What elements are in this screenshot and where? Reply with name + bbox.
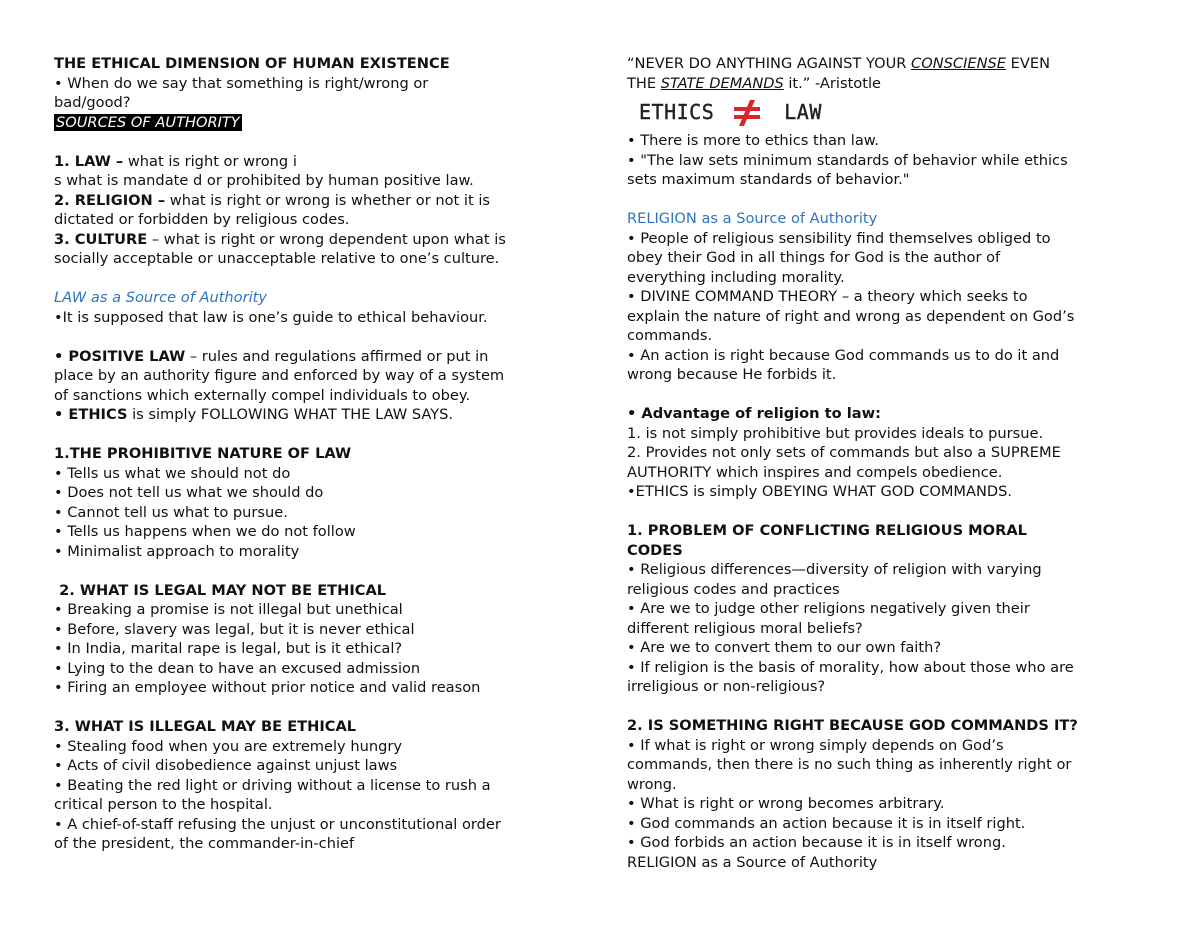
list-item: • Breaking a promise is not illegal but unethical [54,601,403,618]
quote-text: EVEN [1006,55,1051,72]
list-item: of the president, the commander-in-chief [54,835,355,852]
list-item: •ETHICS is simply OBEYING WHAT GOD COMMANDS. [627,483,1013,500]
advantage-heading: • Advantage of religion to law: [627,405,881,422]
illegal-ethical-heading: 3. WHAT IS ILLEGAL MAY BE ETHICAL [54,718,357,735]
list-item: • Tells us what we should not do [54,464,291,482]
aristotle-quote-line-1 [627,54,1157,74]
list-item: obey their God in all things for God is the author of [627,249,1001,266]
list-item: religious codes and practices [627,580,840,598]
law-definition-line-1 [54,152,584,172]
ethics-law-line [54,405,584,425]
list-item: • What is right or wrong becomes arbitrary. [627,795,945,812]
god-commands-heading: 2. IS SOMETHING RIGHT BECAUSE GOD COMMANDS IT? [627,717,1078,734]
list-item: • Religious differences—diversity of religion with varying [627,561,1042,578]
list-item: AUTHORITY which inspires and compels obedience. [627,463,1003,481]
document-title: THE ETHICAL DIMENSION OF HUMAN EXISTENCE [54,55,450,72]
culture-label: 3. CULTURE [54,230,148,248]
list-item: • Lying to the dean to have an excused admission [54,659,421,677]
culture-text: – what is right or wrong dependent upon what is [147,230,506,248]
list-item: • If what is right or wrong simply depends on God’s [627,736,1004,754]
sources-highlight-heading: SOURCES OF AUTHORITY [56,113,240,131]
question-line-2: bad/good? [54,94,131,111]
list-item: • God commands an action because it is in itself right. [627,814,1026,832]
list-item: • Cannot tell us what to pursue. [54,503,288,521]
list-item: irreligious or non-religious? [627,678,826,695]
right-column [627,54,1157,872]
quote-emphasis-state: STATE DEMANDS [660,74,784,92]
list-item: • Tells us happens when we do not follow [54,523,356,540]
list-item: • Acts of civil disobedience against unjust laws [54,757,398,774]
list-item: • Minimalist approach to morality [54,542,300,560]
religion-text: what is right or wrong is whether or not it is [165,191,490,209]
prohibitive-heading: 1.THE PROHIBITIVE NATURE OF LAW [54,445,352,462]
ethics-not-equal-law-graphic [639,95,1157,131]
culture-definition-line-2: socially acceptable or unacceptable relative to one’s culture. [54,250,500,267]
list-item: explain the nature of right and wrong as dependent on God’s [627,307,1075,325]
religion-label: 2. RELIGION – [54,191,166,209]
list-item: • Before, slavery was legal, but it is never ethical [54,620,415,638]
list-item: • Firing an employee without prior notice and valid reason [54,679,481,696]
list-item: • Are we to convert them to our own faith? [627,639,942,656]
list-item: • Beating the red light or driving without a license to rush a [54,776,491,794]
list-item: different religious moral beliefs? [627,619,863,637]
quote-text: THE [627,74,661,92]
law-word: LAW [784,100,822,125]
list-item: wrong. [627,775,677,793]
list-item: wrong because He forbids it. [627,366,837,383]
list-item: commands. [627,327,713,344]
list-item: • There is more to ethics than law. [627,132,880,149]
list-item: • Does not tell us what we should do [54,484,324,501]
ethics-text: is simply FOLLOWING WHAT THE LAW SAYS. [127,406,454,423]
quote-text: “NEVER DO ANYTHING AGAINST YOUR [627,55,912,72]
not-equal-icon [732,100,762,126]
list-item: • In India, marital rape is legal, but is it ethical? [54,640,403,657]
legal-not-ethical-heading: 2. WHAT IS LEGAL MAY NOT BE ETHICAL [54,581,387,599]
list-item: critical person to the hospital. [54,796,273,813]
law-definition-line-2: s what is mandate d or prohibited by human positive law. [54,172,474,189]
left-column [54,54,584,854]
list-item: • "The law sets minimum standards of behavior while ethics [627,151,1068,169]
list-item: • An action is right because God commands us to do it and [627,346,1060,364]
conflict-heading-line-1: 1. PROBLEM OF CONFLICTING RELIGIOUS MORAL [627,522,1027,539]
law-source-heading: LAW as a Source of Authority [54,289,268,306]
list-item: • Are we to judge other religions negatively given their [627,600,1030,617]
list-item: • A chief-of-staff refusing the unjust or unconstitutional order [54,815,501,833]
list-item: 1. is not simply prohibitive but provides ideals to pursue. [627,424,1044,442]
culture-definition-line-1 [54,230,584,250]
positive-law-line-1 [54,347,584,367]
list-item: • People of religious sensibility find themselves obliged to [627,229,1051,247]
religion-definition-line-2: dictated or forbidden by religious codes. [54,211,350,228]
religion-definition-line-1 [54,191,584,211]
list-item: • If religion is the basis of morality, how about those who are [627,658,1074,676]
list-item: RELIGION as a Source of Authority [627,853,878,871]
positive-law-line-3: of sanctions which externally compel individuals to obey. [54,386,471,404]
list-item: • God forbids an action because it is in itself wrong. [627,834,1006,851]
law-guide-line: •It is supposed that law is one’s guide to ethical behaviour. [54,308,488,326]
ethics-label: • ETHICS [54,406,128,423]
law-label: 1. LAW – [54,152,124,170]
quote-emphasis-conscience: CONSCIENSE [911,55,1007,72]
question-line-1: • When do we say that something is right/wrong or [54,74,429,92]
sources-heading-line [54,113,584,133]
law-text: what is right or wrong i [123,152,297,170]
positive-law-text: – rules and regulations affirmed or put in [185,347,489,365]
aristotle-quote-line-2 [627,74,1157,94]
quote-attribution: it.” -Aristotle [783,74,881,92]
list-item: • Stealing food when you are extremely hungry [54,737,402,755]
ethics-word: ETHICS [639,100,715,125]
list-item: 2. Provides not only sets of commands but also a SUPREME [627,444,1061,461]
list-item: • DIVINE COMMAND THEORY – a theory which seeks to [627,288,1028,305]
positive-law-line-2: place by an authority figure and enforced by way of a system [54,367,505,384]
conflict-heading-line-2: CODES [627,541,683,559]
list-item: commands, then there is no such thing as inherently right or [627,756,1072,773]
list-item: sets maximum standards of behavior." [627,171,910,188]
positive-law-label: • POSITIVE LAW [54,347,186,365]
religion-source-heading: RELIGION as a Source of Authority [627,210,878,227]
list-item: everything including morality. [627,268,845,286]
